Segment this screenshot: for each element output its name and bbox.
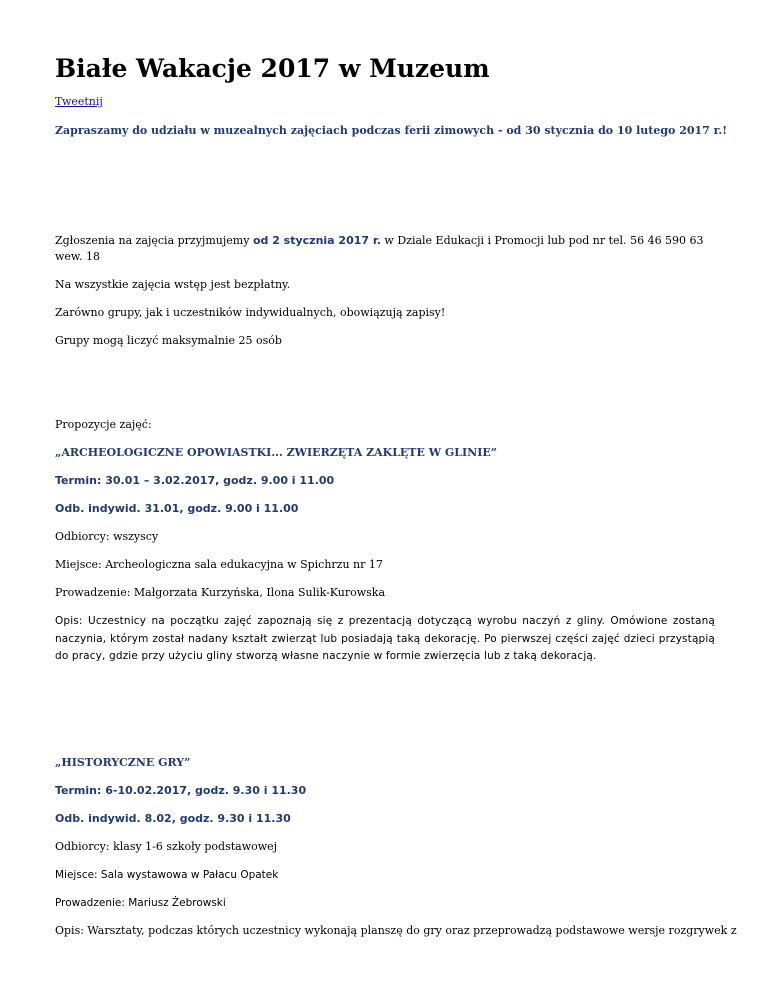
group-size-text: Grupy mogą liczyć maksymalnie 25 osób — [55, 334, 282, 347]
workshop-title: „ARCHEOLOGICZNE OPOWIASTKI... ZWIERZĘTA ZAKLĘTE W GLINIE” — [55, 446, 498, 459]
workshop-audience: Odbiorcy: klasy 1-6 szkoły podstawowej — [55, 840, 278, 853]
workshop-place: Miejsce: Archeologiczna sala edukacyjna w Spichrzu nr 17 — [55, 558, 383, 571]
workshop-title: „HISTORYCZNE GRY” — [55, 756, 191, 769]
workshop-leaders: Prowadzenie: Mariusz Żebrowski — [55, 897, 226, 909]
registration-after: w Dziale Edukacji i Promocji lub pod nr tel. 56 46 590 63 wew. 18 — [55, 234, 704, 263]
workshop-term: Termin: 6-10.02.2017, godz. 9.30 i 11.30 — [55, 784, 307, 797]
workshop-leaders: Prowadzenie: Małgorzata Kurzyńska, Ilona Sulik-Kurowska — [55, 586, 386, 599]
workshop-description: Opis: Warsztaty, podczas których uczestnicy wykonają planszę do gry oraz przeprowadzą podstawowe wersje rozgrywek z — [55, 924, 737, 937]
workshop-individual: Odb. indywid. 31.01, godz. 9.00 i 11.00 — [55, 502, 299, 515]
workshop-individual: Odb. indywid. 8.02, godz. 9.30 i 11.30 — [55, 812, 291, 825]
signup-text: Zarówno grupy, jak i uczestników indywidualnych, obowiązują zapisy! — [55, 306, 446, 319]
proposals-label: Propozycje zajęć: — [55, 418, 152, 431]
workshop-place: Miejsce: Sala wystawowa w Pałacu Opatek — [55, 869, 279, 881]
registration-date: od 2 stycznia 2017 r. — [252, 234, 381, 247]
workshop-audience: Odbiorcy: wszyscy — [55, 530, 159, 543]
registration-text — [55, 233, 715, 265]
tweet-link[interactable]: Tweetnij — [55, 95, 103, 108]
page-title: Białe Wakacje 2017 w Muzeum — [55, 54, 490, 83]
workshop-term: Termin: 30.01 – 3.02.2017, godz. 9.00 i 11.00 — [55, 474, 335, 487]
workshop-description: Opis: Uczestnicy na początku zajęć zapoznają się z prezentacją dotyczącą wyrobu naczyń z gliny. Omówione zostaną naczynia, którym został nadany kształt zwierząt lub posiadają taką dekorację. Po pierwszej części zajęć dzieci przystąpią do pracy, gdzie przy użyciu gliny stworzą własne naczynie w formie zwierzęcia lub z taką dekoracją. — [55, 615, 715, 662]
registration-before: Zgłoszenia na zajęcia przyjmujemy — [55, 234, 253, 247]
intro-text: Zapraszamy do udziału w muzealnych zajęciach podczas ferii zimowych - od 30 stycznia do 10 lutego 2017 r.! — [55, 124, 728, 137]
free-entry-text: Na wszystkie zajęcia wstęp jest bezpłatny. — [55, 278, 291, 291]
